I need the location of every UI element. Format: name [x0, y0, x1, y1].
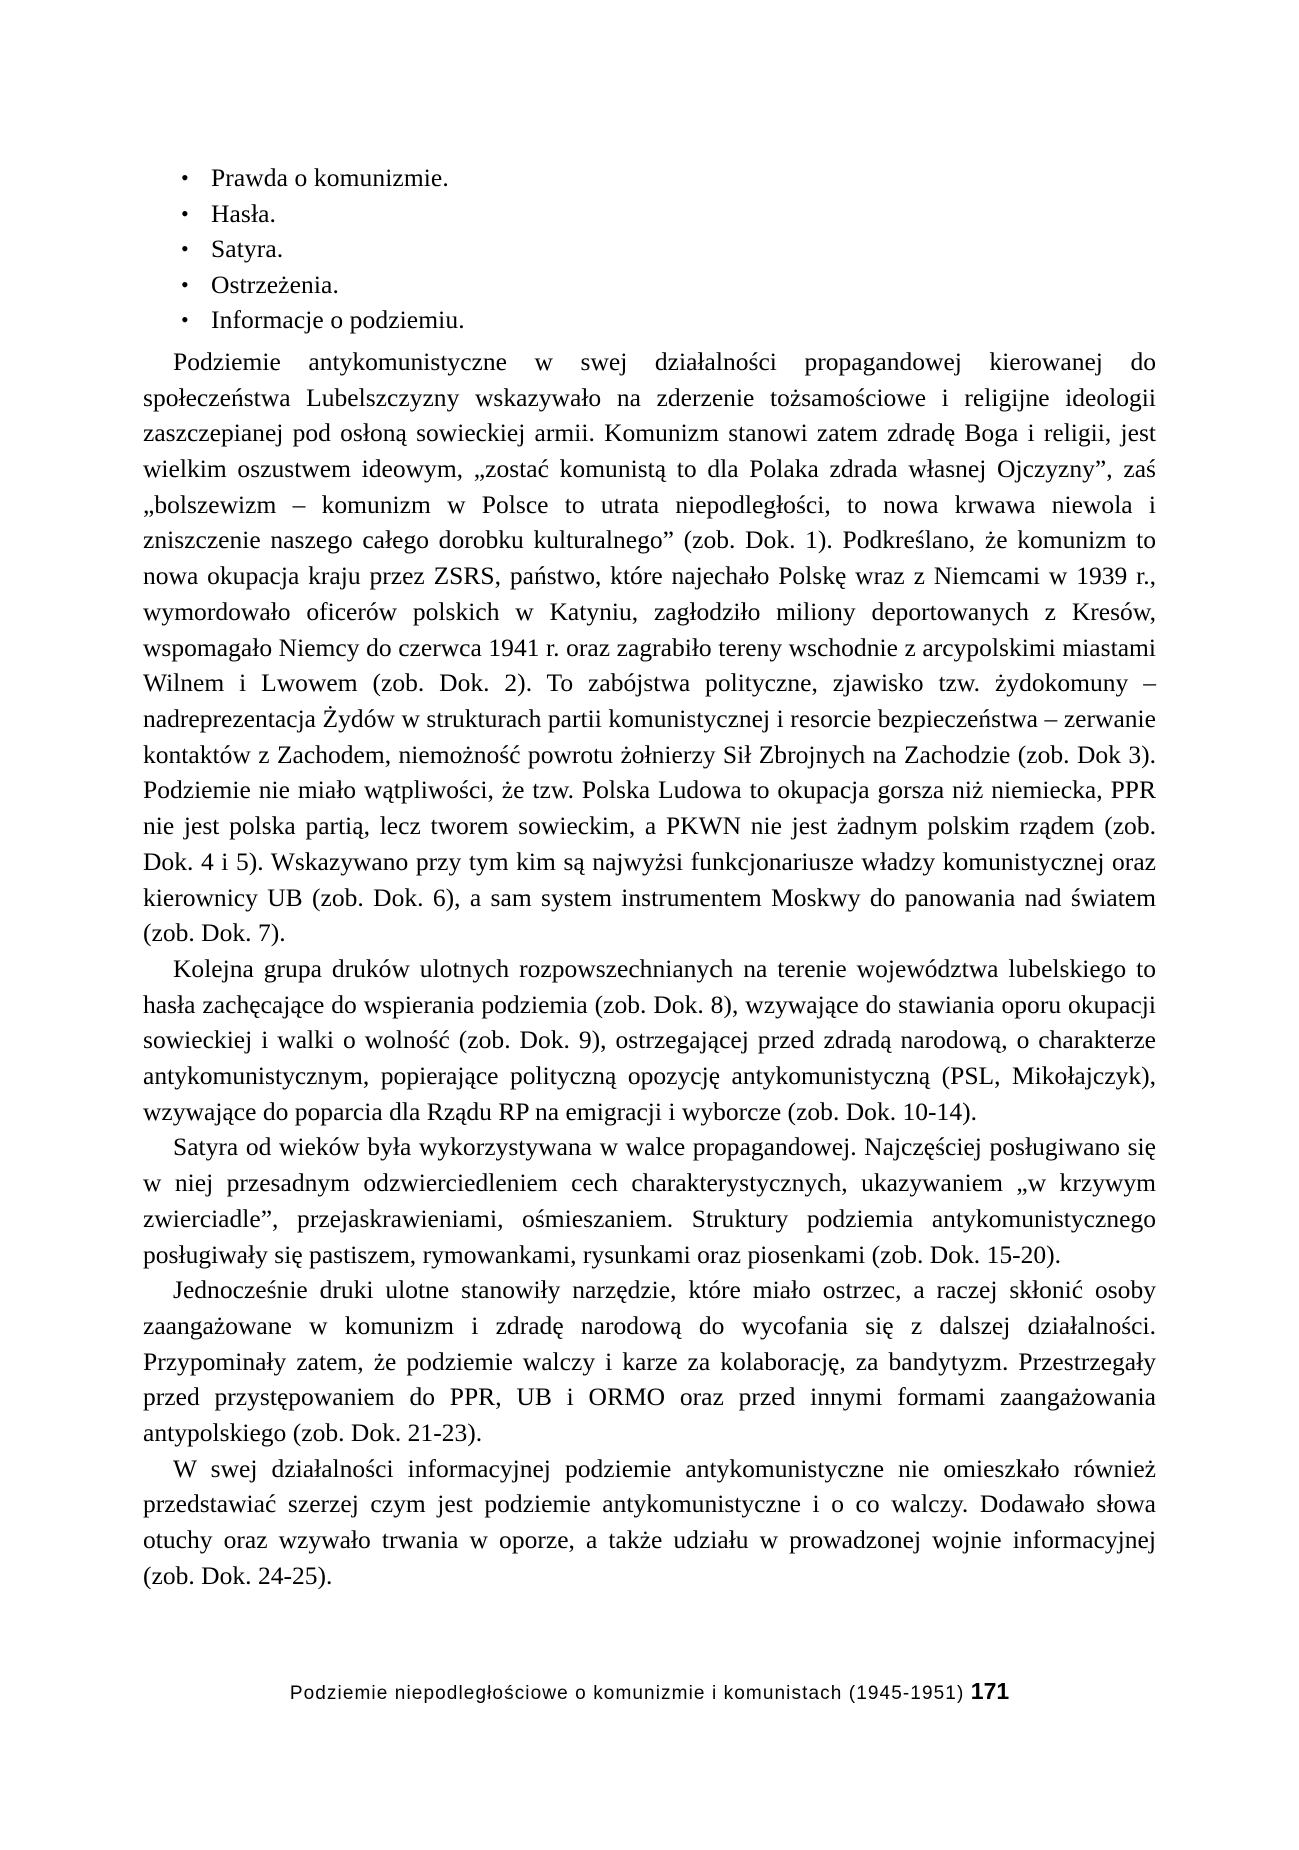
list-item: • Satyra. [143, 231, 1156, 267]
body-paragraph: Satyra od wieków była wykorzystywana w walce propagandowej. Najczęściej posługiwano się w niej przesadnym odzwierciedleniem cech charakterystycznych, ukazywaniem „w krzywym zwierciadle”, przejaskrawieniami, ośmieszaniem. Struktury podziemia antykomunistycznego posługiwały się pastiszem, rymowankami, rysunkami oraz piosenkami (zob. Dok. 15-20). [143, 1132, 1156, 1269]
list-item: • Prawda o komunizmie. [143, 160, 1156, 196]
running-title: Podziemie niepodległościowe o komunizmie i komunistach (1945-1951) [289, 1683, 965, 1704]
body-paragraph: Podziemie antykomunistyczne w swej działalności propagandowej kierowanej do społeczeństwa Lubelszczyzny wskazywało na zderzenie tożsamościowe i religijne ideologii zaszczepianej pod osłoną sowieckiej armii. Komunizm stanowi zatem zdradę Boga i religii, jest wielkim oszustwem ideowym, „zostać komunistą to dla Polaka zdrada własnej Ojczyzny”, zaś „bolszewizm – komunizm w Polsce to utrata niepodległości, to nowa krwawa niewola i zniszczenie naszego całego dorobku kulturalnego” (zob. Dok. 1). Podkreślano, że komunizm to nowa okupacja kraju przez ZSRS, państwo, które najechało Polskę wraz z Niemcami w 1939 r., wymordowało oficerów polskich w Katyniu, zagłodziło miliony deportowanych z Kresów, wspomagało Niemcy do czerwca 1941 r. oraz zagrabiło tereny wschodnie z arcypolskimi miastami Wilnem i Lwowem (zob. Dok. 2). To zabójstwa polityczne, zjawisko tzw. żydokomuny – nadreprezentacja Żydów w strukturach partii komunistycznej i resorcie bezpieczeństwa – zerwanie kontaktów z Zachodem, niemożność powrotu żołnierzy Sił Zbrojnych na Zachodzie (zob. Dok 3). Podziemie nie miało wątpliwości, że tzw. Polska Ludowa to okupacja gorsza niż niemiecka, PPR nie jest polska partią, lecz tworem sowieckim, a PKWN nie jest żadnym polskim rządem (zob. Dok. 4 i 5). Wskazywano przy tym kim są najwyżsi funkcjonariusze władzy komunistycznej oraz kierownicy UB (zob. Dok. 6), a sam system instrumentem Moskwy do panowania nad światem (zob. Dok. 7). [143, 346, 1156, 948]
page-footer [143, 1678, 1156, 1705]
body-paragraph: Kolejna grupa druków ulotnych rozpowszechnianych na terenie województwa lubelskiego to hasła zachęcające do wspierania podziemia (zob. Dok. 8), wzywające do stawiania oporu okupacji sowieckiej i walki o wolność (zob. Dok. 9), ostrzegającej przed zdradą narodową, o charakterze antykomunistycznym, popierające polityczną opozycję antykomunistyczną (PSL, Mikołajczyk), wzywające do poparcia dla Rządu RP na emigracji i wyborcze (zob. Dok. 10-14). [143, 953, 1156, 1126]
page-number: 171 [970, 1678, 1010, 1704]
body-paragraph: Jednocześnie druki ulotne stanowiły narzędzie, które miało ostrzec, a raczej skłonić osoby zaangażowane w komunizm i zdradę narodową do wycofania się z dalszej działalności. Przypominały zatem, że podziemie walczy i karze za kolaborację, za bandytyzm. Przestrzegały przed przystępowaniem do PPR, UB i ORMO oraz przed innymi formami zaangażowania antypolskiego (zob. Dok. 21-23). [143, 1275, 1156, 1448]
body-paragraph: W swej działalności informacyjnej podziemie antykomunistyczne nie omieszkało również przedstawiać szerzej czym jest podziemie antykomunistyczne i o co walczy. Dodawało słowa otuchy oraz wzywało trwania w oporze, a także udziału w prowadzonej wojnie informacyjnej (zob. Dok. 24-25). [143, 1453, 1156, 1590]
list-item: • Informacje o podziemiu. [143, 302, 1156, 338]
list-item: • Hasła. [143, 196, 1156, 232]
list-item: • Ostrzeżenia. [143, 267, 1156, 303]
page-content [143, 160, 1156, 1594]
bullet-list [143, 160, 1156, 338]
